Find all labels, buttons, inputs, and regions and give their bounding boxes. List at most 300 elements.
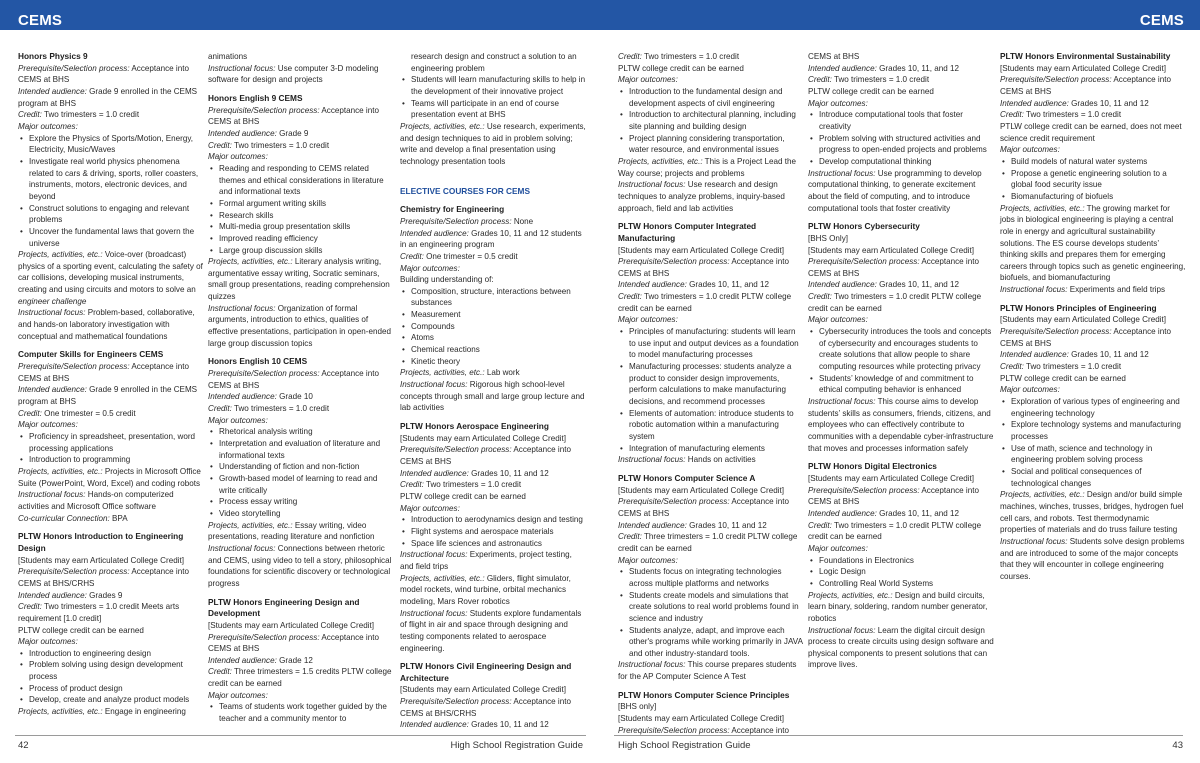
course-field xyxy=(808,625,994,672)
course-field xyxy=(208,128,394,140)
outcome-item: • Build models of natural water systems xyxy=(1000,156,1186,168)
field-value: Two trimesters = 1.0 credit xyxy=(233,404,330,414)
field-label: Projects, activities, etc.: xyxy=(400,121,485,131)
course-field xyxy=(618,531,804,554)
field-value: Students explore fundamentals of flight in air and space through designing and testing components related to aerospace engineering. xyxy=(400,608,582,653)
course-field xyxy=(18,384,204,407)
course-field xyxy=(618,256,804,279)
course-note: animations xyxy=(208,52,248,61)
course-field xyxy=(808,168,994,215)
outcome-item: • Investigate real world physics phenomena related to cars & driving, sports, roller coasters, instruments, motors, electronic devices, and beyond xyxy=(18,156,204,203)
course-field xyxy=(208,666,394,689)
section-title-left: CEMS xyxy=(18,12,63,29)
field-value: Acceptance into CEMS at BHS xyxy=(1000,327,1171,348)
outcome-item: • Multi-media group presentation skills xyxy=(208,221,394,233)
outcome-item: • Uncover the fundamental laws that govern the universe xyxy=(18,226,204,249)
course-field xyxy=(400,379,586,414)
field-value: Hands on activities xyxy=(687,455,756,465)
course-field xyxy=(808,508,994,520)
outcomes-list xyxy=(400,74,586,121)
outcome-item: • Elements of automation: introduce students to robotic automation within a manufacturing system xyxy=(618,408,804,443)
field-label: Major outcomes: xyxy=(618,315,678,325)
course-title: PLTW Honors Civil Engineering Design and Architecture xyxy=(400,661,572,683)
course-field xyxy=(1000,74,1186,97)
outcome-item: • Cybersecurity introduces the tools and concepts of cybersecurity and encourages students to create solutions that allow people to share computing resources while protecting privacy xyxy=(808,326,994,373)
course-field xyxy=(18,706,204,718)
field-value: Acceptance into CEMS at BHS xyxy=(208,369,379,390)
field-value: Acceptance into CEMS at BHS xyxy=(618,497,789,518)
field-value: Design and/or build simple machines, winches, trusses, bridges, hydrogen fuel cell cars, and robots. Test thermodynamic properties of materials and do truss failure testing xyxy=(1000,490,1184,535)
outcome-item: • Formal argument writing skills xyxy=(208,198,394,210)
outcomes-list xyxy=(618,566,804,659)
outcome-item: • Use of math, science and technology in engineering problem solving process xyxy=(1000,443,1186,466)
field-label: Projects, activities, etc.: xyxy=(1000,203,1085,213)
field-value: Two trimesters = 1.0 credit xyxy=(1025,362,1122,372)
outcome-item: • Atoms xyxy=(400,332,586,344)
field-value: Gliders, flight simulator, model rockets, wind turbine, orbital mechanics modeling, Mars Rover robotics xyxy=(400,573,571,606)
field-label: Major outcomes: xyxy=(18,121,78,131)
field-value: Acceptance into CEMS at BHS xyxy=(18,63,189,85)
course-field xyxy=(400,263,586,275)
field-label: Prerequisite/Selection process: xyxy=(1000,75,1112,85)
field-label: Credit: xyxy=(618,292,642,302)
field-label: Prerequisite/Selection process: xyxy=(18,63,130,73)
field-label: Instructional focus: xyxy=(208,63,276,73)
field-label: Prerequisite/Selection process: xyxy=(208,632,320,642)
course-note: [Students may earn Articulated College Credit] xyxy=(1000,63,1167,73)
italic-text: engineer challenge xyxy=(18,296,87,306)
outcomes-list xyxy=(808,109,994,167)
outcome-item: • Process of product design xyxy=(18,683,204,695)
course-field xyxy=(1000,536,1186,583)
course-field xyxy=(618,156,804,179)
field-label: Major outcomes: xyxy=(208,415,268,425)
field-label: Credit: xyxy=(18,602,42,612)
course-note: PLTW college credit can be earned xyxy=(400,491,526,501)
outcomes-list xyxy=(208,426,394,519)
field-label: Intended audience: xyxy=(208,128,277,138)
outcome-item: • Project planning considering transportation, water resource, and environmental issues xyxy=(618,133,804,156)
field-value: Grades 10, 11 and 12 xyxy=(1071,350,1149,360)
outcome-item: • Improved reading efficiency xyxy=(208,233,394,245)
course-field xyxy=(808,74,994,86)
field-value: Grades 10, 11 and 12 xyxy=(1071,98,1149,108)
course-field xyxy=(208,140,394,152)
field-label: Major outcomes: xyxy=(18,420,78,430)
course-note: PLTW college credit can be earned xyxy=(1000,373,1126,383)
field-label: Credit: xyxy=(400,251,424,261)
page-number-right: 43 xyxy=(1172,740,1183,751)
outcomes-list xyxy=(208,163,394,256)
outcome-item: • Chemical reactions xyxy=(400,344,586,356)
outcome-item: • Rhetorical analysis writing xyxy=(208,426,394,438)
field-value: Grades 10, 11, and 12 xyxy=(879,63,960,73)
outcome-item: • Exploration of various types of engineering and engineering technology xyxy=(1000,396,1186,419)
outcome-item: • Flight systems and aerospace materials xyxy=(400,526,586,538)
field-value: Acceptance into CEMS at BHS/CRHS xyxy=(400,697,571,718)
course-field xyxy=(808,279,994,291)
text-column-2 xyxy=(208,51,394,725)
course-field xyxy=(400,503,586,515)
course-title: PLTW Honors Principles of Engineering xyxy=(1000,302,1157,313)
field-label: Projects, activities, etc.: xyxy=(18,466,103,476)
field-label: Major outcomes: xyxy=(1000,145,1060,155)
outcome-item: • Integration of manufacturing elements xyxy=(618,443,804,455)
outcome-item: • Problem solving with structured activities and progress to open-ended projects and problems xyxy=(808,133,994,156)
field-label: Credit: xyxy=(618,532,642,542)
course-field xyxy=(18,121,204,133)
field-value: Grade 12 xyxy=(279,655,313,665)
outcome-item: • Introduce computational tools that foster creativity xyxy=(808,109,994,132)
field-label: Instructional focus: xyxy=(18,490,86,500)
course-field xyxy=(400,719,586,731)
course-title: PLTW Honors Environmental Sustainability xyxy=(1000,51,1171,61)
outcome-item: • Social and political consequences of technological changes xyxy=(1000,466,1186,489)
course-field xyxy=(208,520,394,543)
field-value: Acceptance into xyxy=(731,725,789,735)
field-label: Projects, activities, etc.: xyxy=(400,368,485,378)
course-note: [Students may earn Articulated College Credit] xyxy=(400,685,567,695)
outcome-item: • Process essay writing xyxy=(208,496,394,508)
outcomes-list xyxy=(18,648,204,706)
text-column-3 xyxy=(400,51,586,731)
field-value: Engage in engineering xyxy=(104,707,186,717)
course-title: PLTW Honors Cybersecurity xyxy=(808,221,920,232)
field-value: Acceptance into CEMS at BHS xyxy=(208,105,379,127)
field-label: Prerequisite/Selection process: xyxy=(18,567,130,577)
course-field xyxy=(400,696,586,719)
field-label: Instructional focus: xyxy=(400,550,468,560)
course-field xyxy=(18,63,204,86)
field-label: Credit: xyxy=(808,292,832,302)
field-label: Intended audience: xyxy=(1000,350,1069,360)
course-field xyxy=(1000,326,1186,349)
field-value: Two trimesters = 1.0 credit xyxy=(425,480,522,490)
course-field xyxy=(208,415,394,427)
course-field xyxy=(400,216,586,228)
outcome-item: • Composition, structure, interactions between substances xyxy=(400,286,586,309)
course-field xyxy=(208,151,394,163)
course-title: PLTW Honors Engineering Design and Development xyxy=(208,596,360,619)
outcome-item: • Students analyze, adapt, and improve each other's programs while working primarily in JAVA and other industry-standard tools. xyxy=(618,625,804,660)
field-value: Two trimesters = 1.0 credit xyxy=(43,110,140,120)
course-field xyxy=(400,251,586,263)
outcomes-list xyxy=(1000,396,1186,489)
field-label: Credit: xyxy=(1000,110,1024,120)
field-label: Prerequisite/Selection process: xyxy=(1000,327,1112,337)
course-note: [BHS Only] xyxy=(808,233,849,243)
field-value: Grades 10, 11, and 12 xyxy=(689,280,770,290)
course-note: CEMS at BHS xyxy=(808,52,860,61)
course-note: [Students may earn Articulated College Credit] xyxy=(1000,315,1167,325)
course-field xyxy=(1000,384,1186,396)
field-label: Credit: xyxy=(208,140,232,150)
footer-rule-right xyxy=(614,735,1183,736)
course-field xyxy=(18,513,204,525)
outcome-item: • Propose a genetic engineering solution to a global food security issue xyxy=(1000,168,1186,191)
field-label: Intended audience: xyxy=(618,280,687,290)
course-field xyxy=(400,549,586,572)
course-field xyxy=(208,391,394,403)
field-label: Credit: xyxy=(208,404,232,414)
footer-guide-left: High School Registration Guide xyxy=(450,740,583,751)
outcomes-list xyxy=(1000,156,1186,203)
section-heading: ELECTIVE COURSES FOR CEMS xyxy=(400,185,530,196)
outcomes-list xyxy=(808,326,994,396)
course-note: [Students may earn Articulated College Credit] xyxy=(18,555,185,565)
course-field xyxy=(208,632,394,655)
field-label: Projects, activities, etc.: xyxy=(208,520,293,530)
course-note: PLTW college credit can be earned xyxy=(18,625,144,635)
course-title: PLTW Honors Introduction to Engineering Design xyxy=(18,531,184,553)
course-note: PLTW college credit can be earned xyxy=(808,86,934,96)
course-note: [Students may earn Articulated College Credit] xyxy=(208,620,375,630)
outcomes-list xyxy=(18,133,204,250)
outcomes-list xyxy=(400,514,586,549)
course-field xyxy=(18,636,204,648)
field-label: Prerequisite/Selection process: xyxy=(400,445,512,455)
course-field xyxy=(18,601,204,624)
course-field xyxy=(400,573,586,608)
course-field xyxy=(18,419,204,431)
course-field xyxy=(400,444,586,467)
field-value: Grade 10 xyxy=(279,392,313,402)
field-label: Intended audience: xyxy=(400,228,469,238)
outcome-item: • Controlling Real World Systems xyxy=(808,578,994,590)
field-label: Co-curricular Connection: xyxy=(18,513,110,523)
field-label: Prerequisite/Selection process: xyxy=(400,216,512,226)
field-value: Three trimesters = 1.0 credit PLTW college credit can be earned xyxy=(618,532,798,553)
field-label: Instructional focus: xyxy=(18,308,86,318)
course-title: Honors Physics 9 xyxy=(18,51,88,61)
course-field xyxy=(808,520,994,543)
outcome-item: • Teams of students work together guided by the teacher and a community mentor to xyxy=(208,701,394,724)
field-label: Major outcomes: xyxy=(208,152,268,162)
field-value: Two trimesters = 1.0 credit xyxy=(643,52,740,61)
course-field xyxy=(18,361,204,384)
field-value: Design and build circuits, learn binary, soldering, random number generator, robotics xyxy=(808,590,988,623)
course-title: Honors English 10 CEMS xyxy=(208,356,308,367)
course-field xyxy=(400,121,586,168)
outcomes-list xyxy=(618,326,804,454)
field-value: Experiments and field trips xyxy=(1069,285,1166,295)
field-label: Prerequisite/Selection process: xyxy=(208,369,320,379)
field-label: Intended audience: xyxy=(18,385,87,395)
course-field xyxy=(808,98,994,110)
field-label: Major outcomes: xyxy=(18,637,78,647)
field-value: The growing market for jobs in biological engineering is playing a central role in energy and agricultural sustainability solutions. The ES course develops students’ thinking skills and prepares them for emerging careers through topics such as genetic engineering, biofuels, and biomanufacturing xyxy=(1000,203,1186,283)
course-field xyxy=(18,86,204,109)
field-value: Lab work xyxy=(486,368,520,378)
outcome-item: • Explore the Physics of Sports/Motion, Energy, Electricity, Music/Waves xyxy=(18,133,204,156)
course-field xyxy=(618,520,804,532)
field-value: Acceptance into CEMS at BHS xyxy=(208,632,379,654)
field-value: This course prepares students for the AP Computer Science A Test xyxy=(618,660,797,682)
course-field xyxy=(618,314,804,326)
field-label: Intended audience: xyxy=(18,590,87,600)
course-field xyxy=(1000,349,1186,361)
course-field xyxy=(808,63,994,75)
course-title: PLTW Honors Digital Electronics xyxy=(808,461,937,472)
course-note: [Students may earn Articulated College Credit] xyxy=(618,714,785,724)
course-field xyxy=(1000,109,1186,121)
course-note: PLTW college credit can be earned xyxy=(618,63,744,73)
field-value: One trimester = 0.5 credit xyxy=(426,251,518,261)
outcome-item: • Interpretation and evaluation of literature and informational texts xyxy=(208,438,394,461)
field-value: Grades 10, 11, and 12 xyxy=(879,280,960,290)
field-value: Organization of formal arguments, introduction to ethics, qualities of effective presentations, participation in open-ended large group discussion topics xyxy=(208,303,391,348)
outcomes-list xyxy=(18,431,204,466)
field-value: Problem-based, collaborative, and hands-on laboratory investigation with conceptual and mathematical foundations xyxy=(18,308,195,341)
field-value: Grades 10, 11, and 12 xyxy=(879,508,960,518)
field-value: Grade 9 xyxy=(279,128,309,138)
field-label: Major outcomes: xyxy=(400,263,460,273)
course-field xyxy=(18,307,204,342)
course-field xyxy=(208,690,394,702)
outcome-item: • Understanding of fiction and non-fiction xyxy=(208,461,394,473)
bullet-continuation: research design and construct a solution to an engineering problem xyxy=(411,52,577,73)
course-field xyxy=(618,279,804,291)
field-label: Major outcomes: xyxy=(808,543,868,553)
field-label: Projects, activities, etc.: xyxy=(400,573,485,583)
course-field xyxy=(208,403,394,415)
outcome-item: • Students will learn manufacturing skills to help in the development of their innovative project xyxy=(400,74,586,97)
course-note: [BHS only] xyxy=(618,702,657,712)
field-value: Two trimesters = 1.0 credit PLTW college credit can be earned xyxy=(808,292,982,313)
field-value: Literary analysis writing, argumentative essay writing, Socratic seminars, small group presentations, reading comprehension quizzes xyxy=(208,257,390,302)
course-field xyxy=(808,314,994,326)
field-label: Projects, activities, etc.: xyxy=(618,156,703,166)
course-field xyxy=(208,368,394,391)
field-value: Use computer 3-D modeling software for design and projects xyxy=(208,63,379,85)
field-label: Prerequisite/Selection process: xyxy=(400,697,512,707)
field-value: Two trimesters = 1.0 credit PLTW college credit can be earned xyxy=(618,292,792,313)
outcome-item: • Students’ knowledge of and commitment to ethical computing behavior is enhanced xyxy=(808,373,994,396)
field-value: Two trimesters = 1.0 credit Meets arts requirement [1.0 credit] xyxy=(18,602,180,623)
course-field xyxy=(208,303,394,350)
field-label: Instructional focus: xyxy=(808,625,876,635)
field-value: Three trimesters = 1.5 credits PLTW college credit can be earned xyxy=(208,667,392,689)
outcomes-list xyxy=(400,286,586,368)
field-value: Grades 10, 11 and 12 xyxy=(689,520,767,530)
field-value: Rigorous high school-level concepts through small and large group lecture and lab activities xyxy=(400,380,585,413)
field-value: Acceptance into CEMS at BHS xyxy=(400,445,571,466)
field-value: Hands-on computerized activities and Microsoft Office software xyxy=(18,490,174,511)
course-field xyxy=(618,179,804,214)
course-field xyxy=(400,367,586,379)
field-label: Major outcomes: xyxy=(618,75,678,85)
field-label: Instructional focus: xyxy=(208,543,276,553)
outcomes-list xyxy=(618,86,804,156)
field-value: Two trimesters = 1.0 credit xyxy=(833,75,930,85)
course-field xyxy=(808,291,994,314)
field-value: Grades 10, 11 and 12 xyxy=(471,720,549,730)
field-label: Credit: xyxy=(808,75,832,85)
course-title: Honors English 9 CEMS xyxy=(208,92,303,103)
field-value: Grades 9 xyxy=(89,590,123,600)
course-title: PLTW Honors Computer Science Principles xyxy=(618,689,790,700)
course-field xyxy=(618,659,804,682)
course-field xyxy=(1000,489,1186,536)
field-label: Intended audience: xyxy=(808,63,877,73)
outcome-item: • Research skills xyxy=(208,210,394,222)
course-title: PLTW Honors Aerospace Engineering xyxy=(400,421,549,432)
field-label: Prerequisite/Selection process: xyxy=(208,105,320,115)
outcome-item: • Manufacturing processes: students analyze a product to consider design improvements, perform calculations to make manufacturing decisions, and recommend processes xyxy=(618,361,804,408)
field-label: Projects, activities, etc.: xyxy=(1000,490,1085,500)
field-value: This course aims to develop students’ skills as consumers, friends, citizens, and employees who can effectively contribute to communities with a dependable cyber-infrastructure that moves and processes information safely xyxy=(808,397,994,453)
course-note: [Students may earn Articulated College Credit] xyxy=(808,245,975,255)
course-field xyxy=(618,496,804,519)
field-label: Projects, activities, etc.: xyxy=(18,707,103,717)
course-field xyxy=(18,489,204,512)
field-label: Credit: xyxy=(1000,362,1024,372)
field-value: Experiments, project testing, and field trips xyxy=(400,550,572,571)
field-label: Instructional focus: xyxy=(400,608,468,618)
course-field xyxy=(18,249,204,296)
outcomes-list xyxy=(808,555,994,590)
field-value: One trimester = 0.5 credit xyxy=(44,408,136,418)
field-value: Grade 9 enrolled in the CEMS program at BHS xyxy=(18,385,198,407)
field-value: Projects in Microsoft Office Suite (PowerPoint, Word, Excel) and coding robots xyxy=(18,466,201,488)
field-label: Instructional focus: xyxy=(808,168,876,178)
course-field xyxy=(808,256,994,279)
outcome-item: • Introduction to programming xyxy=(18,454,204,466)
field-label: Intended audience: xyxy=(18,86,87,96)
field-label: Major outcomes: xyxy=(208,690,268,700)
course-field xyxy=(618,291,804,314)
outcome-item: • Develop computational thinking xyxy=(808,156,994,168)
field-label: Credit: xyxy=(808,520,832,530)
field-value: Use research, experiments, and design techniques to aid in problem solving; write and develop a final presentation using technology presentation tools xyxy=(400,121,586,166)
outcomes-list xyxy=(208,701,394,724)
field-label: Intended audience: xyxy=(208,392,277,402)
course-field xyxy=(808,485,994,508)
field-value: Grade 9 enrolled in the CEMS program at BHS xyxy=(18,86,198,108)
field-value: Connections between rhetoric and CEMS, using video to tell a story, philosophical foundations for scientific discovery or technological progress xyxy=(208,543,392,588)
field-label: Projects, activities, etc.: xyxy=(208,257,293,267)
field-label: Instructional focus: xyxy=(808,397,876,407)
outcome-item: • Reading and responding to CEMS related themes and ethical considerations in literature and informational texts xyxy=(208,163,394,198)
field-value: Acceptance into CEMS at BHS xyxy=(808,485,979,507)
course-field xyxy=(808,543,994,555)
field-label: Prerequisite/Selection process: xyxy=(18,362,130,372)
field-label: Prerequisite/Selection process: xyxy=(808,485,920,495)
field-label: Instructional focus: xyxy=(618,455,686,465)
course-note: PTLW college credit can be earned, does not meet science credit requirement xyxy=(1000,121,1182,143)
field-value: Acceptance into CEMS at BHS xyxy=(18,362,189,383)
field-label: Intended audience: xyxy=(208,655,277,665)
field-value: Students solve design problems and are introduced to some of the major concepts that they will encounter in college engineering courses. xyxy=(1000,536,1185,581)
course-field xyxy=(1000,144,1186,156)
field-value: None xyxy=(513,216,534,226)
field-value: Acceptance into CEMS at BHS/CRHS xyxy=(18,567,189,588)
outcome-item: • Measurement xyxy=(400,309,586,321)
course-field xyxy=(1000,203,1186,285)
course-field xyxy=(18,566,204,589)
field-label: Prerequisite/Selection process: xyxy=(618,497,730,507)
footer-guide-right: High School Registration Guide xyxy=(618,740,751,751)
field-label: Major outcomes: xyxy=(808,315,868,325)
footer-rule-left xyxy=(15,735,586,736)
field-label: Major outcomes: xyxy=(400,503,460,513)
field-value: This is a Project Lead the Way course; projects and problems xyxy=(618,156,796,178)
field-label: Intended audience: xyxy=(808,280,877,290)
field-label: Credit: xyxy=(618,52,642,61)
course-field xyxy=(400,468,586,480)
section-title-right: CEMS xyxy=(1139,12,1184,29)
course-field xyxy=(18,408,204,420)
